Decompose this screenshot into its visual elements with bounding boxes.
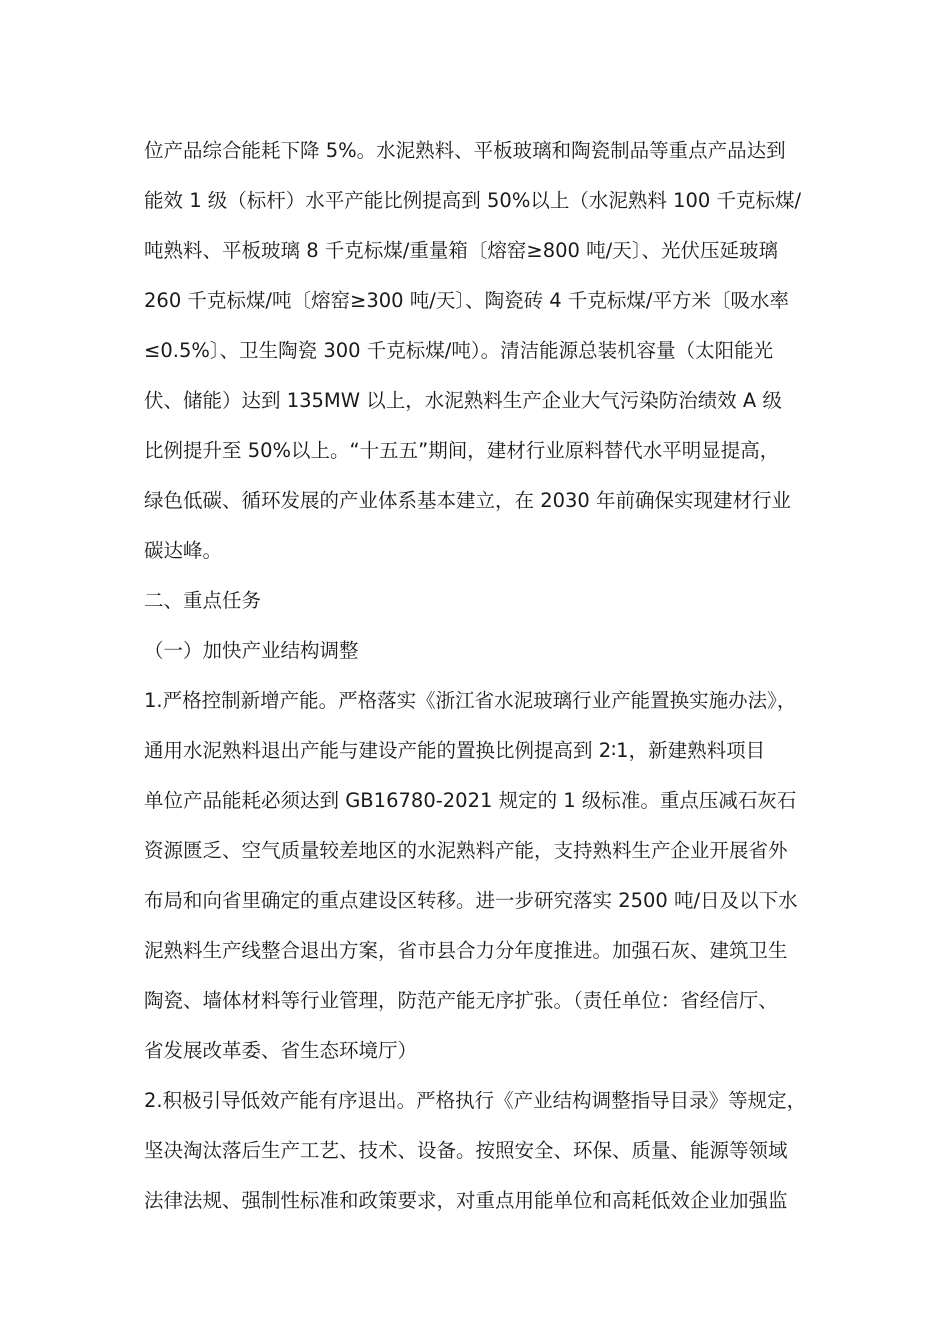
section-heading: 二、重点任务: [144, 589, 262, 612]
text-line: 省发展改革委、省生态环境厅）: [144, 1039, 418, 1062]
text-line: 泥熟料生产线整合退出方案，省市县合力分年度推进。加强石灰、建筑卫生: [144, 939, 788, 962]
text-line: 碳达峰。: [144, 539, 223, 562]
text-line: 资源匮乏、空气质量较差地区的水泥熟料产能，支持熟料生产企业开展省外: [144, 839, 788, 862]
text-line: 法律法规、强制性标准和政策要求，对重点用能单位和高耗低效企业加强监: [144, 1189, 788, 1212]
text-line: 1.严格控制新增产能。严格落实《浙江省水泥玻璃行业产能置换实施办法》，: [144, 689, 797, 712]
text-line: 单位产品能耗必须达到 GB16780-2021 规定的 1 级标准。重点压减石灰石: [144, 789, 797, 812]
text-line: 陶瓷、墙体材料等行业管理，防范产能无序扩张。（责任单位：省经信厅、: [144, 989, 778, 1012]
text-line: 伏、储能）达到 135MW 以上，水泥熟料生产企业大气污染防治绩效 A 级: [144, 389, 782, 412]
text-line: 260 千克标煤/吨〔熔窑≥300 吨/天〕、陶瓷砖 4 千克标煤/平方米〔吸水率: [144, 289, 789, 312]
text-line: 比例提升至 50%以上。“十五五”期间，建材行业原料替代水平明显提高，: [144, 439, 780, 462]
text-line: ≤0.5%〕、卫生陶瓷 300 千克标煤/吨）。清洁能源总装机容量（太阳能光: [144, 339, 774, 362]
text-line: 吨熟料、平板玻璃 8 千克标煤/重量箱〔熔窑≥800 吨/天〕、光伏压延玻璃: [144, 239, 778, 262]
text-line: 位产品综合能耗下降 5%。水泥熟料、平板玻璃和陶瓷制品等重点产品达到: [144, 139, 786, 162]
text-line: 通用水泥熟料退出产能与建设产能的置换比例提高到 2∶1，新建熟料项目: [144, 739, 766, 762]
text-line: 2.积极引导低效产能有序退出。严格执行《产业结构调整指导目录》等规定，: [144, 1089, 807, 1112]
text-line: 坚决淘汰落后生产工艺、技术、设备。按照安全、环保、质量、能源等领域: [144, 1139, 788, 1162]
text-line: 能效 1 级（标杆）水平产能比例提高到 50%以上（水泥熟料 100 千克标煤/: [144, 189, 802, 212]
text-line: 绿色低碳、循环发展的产业体系基本建立，在 2030 年前确保实现建材行业: [144, 489, 792, 512]
text-line: 布局和向省里确定的重点建设区转移。进一步研究落实 2500 吨/日及以下水: [144, 889, 798, 912]
subsection-heading: （一）加快产业结构调整: [144, 639, 359, 662]
